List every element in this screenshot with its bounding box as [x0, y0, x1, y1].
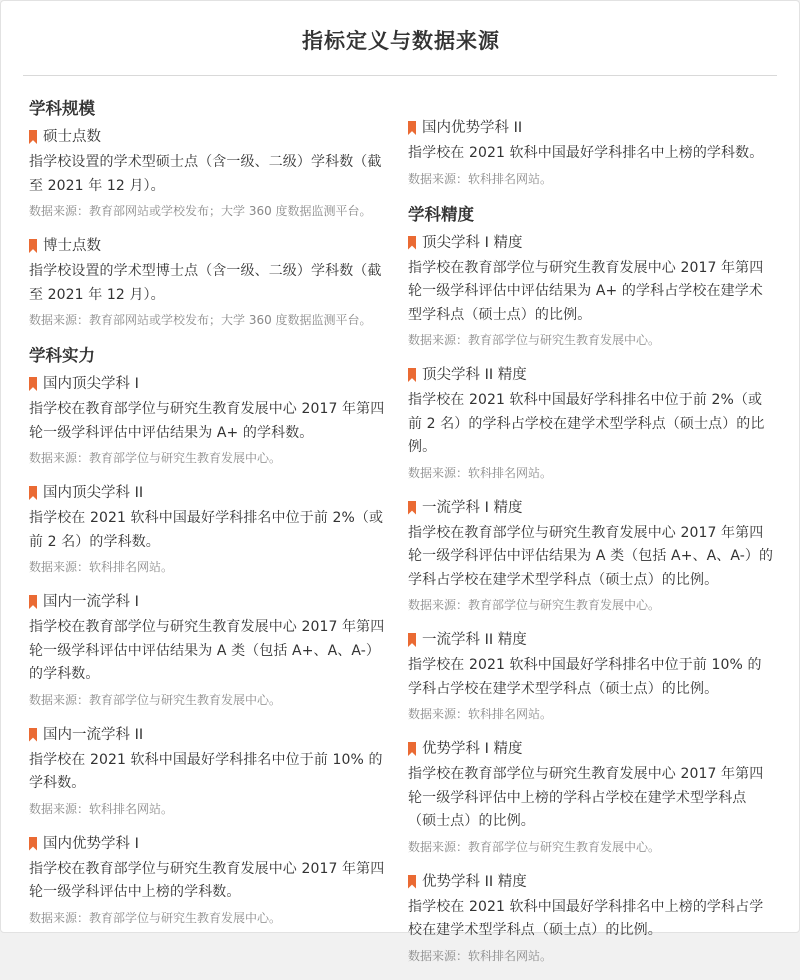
indicator-heading — [408, 497, 774, 519]
indicator-item — [408, 364, 774, 483]
bookmark-icon — [29, 130, 37, 144]
indicator-definition: 指学校在教育部学位与研究生教育发展中心 2017 年第四轮一级学科评估中评估结果为 A 类（包括 A+、A、A-）的学科数。 — [29, 619, 385, 682]
indicator-name: 国内一流学科 II — [43, 726, 144, 743]
data-source: 数据来源：教育部学位与研究生教育发展中心。 — [29, 692, 282, 707]
indicator-heading — [408, 629, 774, 651]
data-source: 数据来源：教育部学位与研究生教育发展中心。 — [29, 910, 282, 925]
indicator-definition: 指学校设置的学术型博士点（含一级、二级）学科数（截至 2021 年 12 月）。 — [29, 263, 382, 303]
indicator-heading — [29, 833, 393, 855]
indicator-definition: 指学校在 2021 软科中国最好学科排名中位于前 2%（或前 2 名）的学科数。 — [29, 510, 384, 550]
section-title: 学科实力 — [29, 346, 95, 365]
indicator-definition: 指学校设置的学术型硕士点（含一级、二级）学科数（截至 2021 年 12 月）。 — [29, 154, 382, 194]
bookmark-icon — [408, 501, 416, 515]
indicator-name: 国内顶尖学科 I — [43, 376, 139, 392]
indicator-item — [408, 871, 774, 966]
indicator-heading — [29, 591, 393, 613]
indicator-heading — [408, 232, 774, 254]
indicator-name: 国内一流学科 I — [43, 594, 139, 610]
indicator-name: 一流学科 II 精度 — [422, 632, 527, 648]
indicator-item — [408, 232, 774, 351]
bookmark-icon — [29, 837, 37, 851]
indicator-name: 国内优势学科 I — [43, 835, 139, 852]
indicator-item — [29, 126, 393, 221]
indicator-heading — [408, 364, 774, 386]
data-source: 数据来源：教育部学位与研究生教育发展中心。 — [408, 598, 661, 612]
indicator-heading — [29, 373, 393, 395]
indicator-name: 优势学科 II 精度 — [422, 873, 527, 890]
data-source: 数据来源：教育部网站或学校发布；大学 360 度数据监测平台。 — [29, 204, 372, 218]
indicator-item — [29, 591, 393, 710]
bookmark-icon — [29, 486, 37, 500]
right-column — [408, 117, 774, 980]
bookmark-icon — [29, 377, 37, 391]
indicator-heading — [408, 117, 774, 139]
indicator-item — [29, 373, 393, 468]
indicator-item — [29, 482, 393, 577]
data-source: 数据来源：教育部学位与研究生教育发展中心。 — [29, 451, 282, 465]
bookmark-icon — [408, 742, 416, 756]
bookmark-icon — [408, 633, 416, 647]
bookmark-icon — [408, 236, 416, 250]
indicator-name: 一流学科 I 精度 — [422, 499, 523, 516]
data-source: 数据来源：教育部网站或学校发布；大学 360 度数据监测平台。 — [29, 313, 372, 327]
indicator-definition: 指学校在教育部学位与研究生教育发展中心 2017 年第四轮一级学科评估中上榜的学科占学校在建学术型学科点（硕士点）的比例。 — [408, 766, 764, 829]
indicator-definition: 指学校在教育部学位与研究生教育发展中心 2017 年第四轮一级学科评估中评估结果为 A+ 的学科占学校在建学术型学科点（硕士点）的比例。 — [408, 259, 764, 323]
indicator-name: 博士点数 — [43, 238, 101, 254]
indicator-definition: 指学校在 2021 软科中国最好学科排名中位于前 10% 的学科数。 — [29, 751, 383, 791]
indicator-heading — [29, 482, 393, 504]
bookmark-icon — [29, 728, 37, 742]
data-source: 数据来源：软科排名网站。 — [408, 465, 553, 480]
indicator-definition: 指学校在教育部学位与研究生教育发展中心 2017 年第四轮一级学科评估中评估结果为 A 类（包括 A+、A、A-）的学科占学校在建学术型学科点（硕士点）的比例。 — [408, 524, 774, 588]
data-source: 数据来源：软科排名网站。 — [408, 171, 553, 186]
indicator-item — [408, 117, 774, 189]
data-source: 数据来源：软科排名网站。 — [29, 801, 174, 816]
data-source: 数据来源：教育部学位与研究生教育发展中心。 — [408, 333, 661, 347]
data-source: 数据来源：软科排名网站。 — [408, 707, 553, 721]
indicator-definition: 指学校在 2021 软科中国最好学科排名中上榜的学科数。 — [408, 145, 764, 161]
bookmark-icon — [408, 875, 416, 889]
indicator-definition: 指学校在教育部学位与研究生教育发展中心 2017 年第四轮一级学科评估中评估结果为 A+ 的学科数。 — [29, 401, 385, 441]
bookmark-icon — [29, 239, 37, 253]
indicator-heading — [29, 126, 393, 148]
indicator-item — [29, 833, 393, 928]
indicator-heading — [408, 871, 774, 893]
indicator-name: 国内顶尖学科 II — [43, 485, 144, 501]
page-title: 指标定义与数据来源 — [302, 29, 500, 53]
indicator-item — [408, 629, 774, 724]
indicator-item — [408, 497, 774, 616]
indicator-item — [29, 235, 393, 330]
data-source: 数据来源：软科排名网站。 — [29, 560, 174, 574]
left-column — [29, 97, 393, 942]
indicator-definition: 指学校在 2021 软科中国最好学科排名中位于前 10% 的学科占学校在建学术型学科点（硕士点）的比例。 — [408, 657, 762, 697]
indicator-item — [408, 738, 774, 857]
indicator-name: 优势学科 I 精度 — [422, 741, 523, 757]
data-source: 数据来源：教育部学位与研究生教育发展中心。 — [408, 839, 661, 854]
data-source: 数据来源：软科排名网站。 — [408, 948, 553, 963]
indicator-definition: 指学校在教育部学位与研究生教育发展中心 2017 年第四轮一级学科评估中上榜的学科数。 — [29, 860, 385, 900]
bookmark-icon — [29, 595, 37, 609]
indicator-definition: 指学校在 2021 软科中国最好学科排名中位于前 2%（或前 2 名）的学科占学校在建学术型学科点（硕士点）的比例。 — [408, 392, 765, 455]
indicator-name: 顶尖学科 I 精度 — [422, 234, 523, 251]
indicator-heading — [29, 724, 393, 746]
indicator-definition: 指学校在 2021 软科中国最好学科排名中上榜的学科占学校在建学术型学科点（硕士点）的比例。 — [408, 898, 764, 938]
indicator-name: 顶尖学科 II 精度 — [422, 367, 527, 383]
indicator-heading — [408, 738, 774, 760]
title-divider — [23, 75, 777, 76]
section-title: 学科精度 — [408, 204, 474, 224]
indicator-name: 国内优势学科 II — [422, 120, 523, 136]
indicator-item — [29, 724, 393, 819]
bookmark-icon — [408, 121, 416, 135]
section-title: 学科规模 — [29, 99, 95, 118]
bookmark-icon — [408, 368, 416, 382]
indicator-name: 硕士点数 — [43, 129, 101, 145]
indicator-heading — [29, 235, 393, 257]
